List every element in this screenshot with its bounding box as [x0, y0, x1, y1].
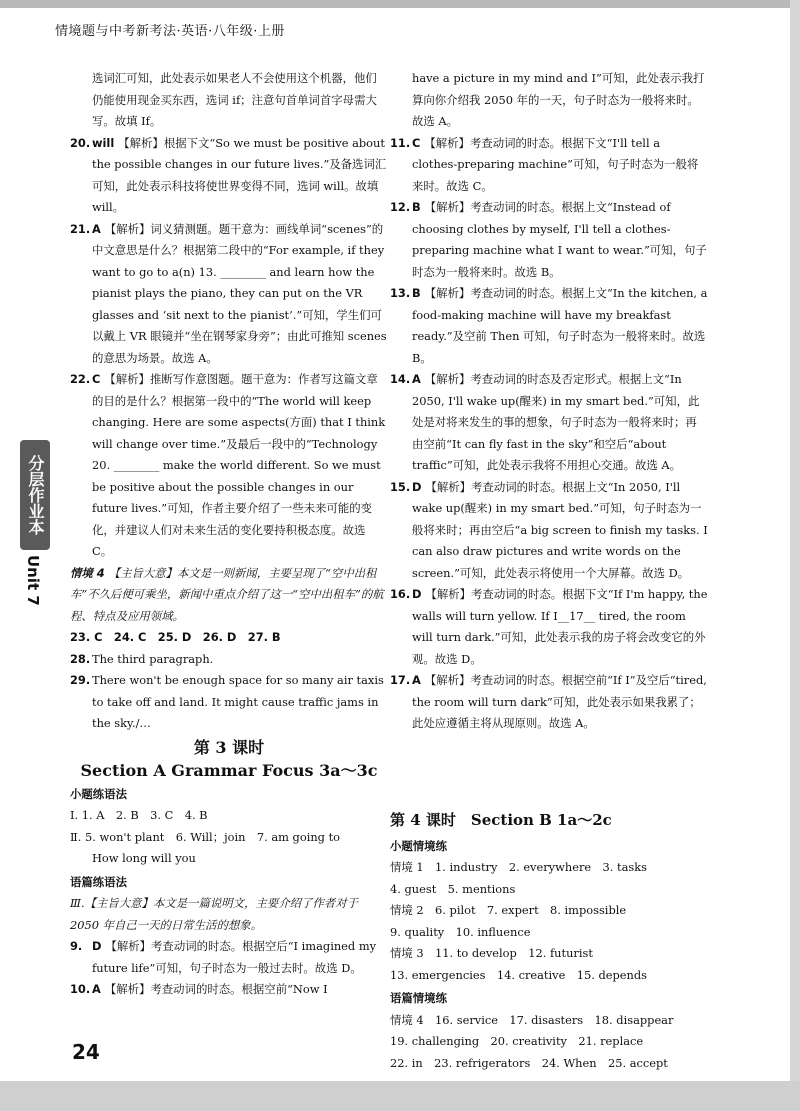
- question-14: 14. A 【解析】考查动词的时态及否定形式。根据上文“In 2050, I'll wake up(醒来) in my smart bed.”可知，此处是对将来发生的事的想象，句子时态为一般将来时；再由空前“It can fly fast in the sky”和空后“about traffic”可知，此处表示我将不用担心交通。故选 A。: [390, 372, 700, 472]
- subheading-passage-grammar: 语篇练语法: [70, 874, 127, 889]
- continued-text: 选词汇可知，此处表示如果老人不会使用这个机器，他们仍能使用现金买东西，选词 if；注意句首单词首字母需大写。故填 If。: [92, 71, 377, 128]
- page-header: 情境题与中考新考法·英语·八年级·上册: [55, 24, 285, 39]
- grammar-answers-2: Ⅱ. 5. won't plant 6. Will；join 7. am going to: [70, 829, 341, 844]
- question-11: 11. C 【解析】考查动词的时态。根据下文“I'll tell a clothes-preparing machine”可知，句子时态为一般将来时。故选 C。: [390, 135, 699, 193]
- question-17: 17. A 【解析】考查动词的时态。根据空前“If I”及空后“tired, the room will turn dark”可知，此处表示如果我累了；此处应遵循主将从现原则。故选 A。: [390, 673, 707, 730]
- right-column-lower: [390, 810, 708, 1074]
- vocab-line: 情境 2 6. pilot 7. expert 8. impossible: [390, 903, 627, 917]
- lesson-3-title: 第 3 课时: [193, 737, 265, 757]
- question-12: 12. B 【解析】考查动词的时态。根据上文“Instead of choosing clothes by myself, I'll tell a clothes-preparing machine what I want to wear.”可知，句子时态为一般将来时。故选 B。: [390, 200, 707, 279]
- question-29: 29. There won't be enough space for so many air taxis to take off and land. It might cause traffic jams in the sky./…: [70, 673, 384, 730]
- side-unit-label: Unit 7: [24, 555, 42, 606]
- side-tab-label: 分层作业本: [20, 440, 50, 550]
- right-column-upper: [390, 68, 708, 735]
- question-20: 20. will 【解析】根据下文“So we must be positive about the possible changes in our future lives.”及备选词汇可知，此处表示科技将使世界变得不同，选词 will。故填 will。: [70, 135, 387, 214]
- question-10: 10. A 【解析】考查动词的时态。根据空前“Now I: [70, 982, 328, 996]
- grammar-answers-2b: How long will you: [92, 851, 196, 865]
- vocab-line: 13. emergencies 14. creative 15. depends: [390, 967, 647, 982]
- vocab-line: 4. guest 5. mentions: [390, 881, 516, 896]
- vocab-line: 22. in 23. refrigerators 24. When 25. accept: [390, 1055, 668, 1070]
- answers-23-27: 23. C 24. C 25. D 26. D 27. B: [70, 630, 281, 644]
- passage-summary: Ⅲ.【主旨大意】本文是一篇说明文，主要介绍了作者对于 2050 年自己一天的日常生活的想象。: [70, 896, 358, 932]
- subheading-grammar-drills: 小题练语法: [70, 786, 127, 801]
- scan-edge-bottom: [0, 1081, 800, 1111]
- question-28: 28. The third paragraph.: [70, 651, 214, 666]
- subheading-scenario-drills: 小题情境练: [390, 838, 447, 853]
- vocab-line: 情境 4 16. service 17. disasters 18. disappear: [390, 1012, 674, 1027]
- vocab-line: 情境 1 1. industry 2. everywhere 3. tasks: [390, 860, 647, 874]
- vocab-line: 19. challenging 20. creativity 21. replace: [390, 1034, 644, 1048]
- section-title: Section A Grammar Focus 3a～3c: [80, 761, 378, 780]
- vocab-line: 9. quality 10. influence: [390, 924, 531, 939]
- subheading-passage-scenario: 语篇情境练: [390, 991, 447, 1005]
- question-9: 9. D 【解析】考查动词的时态。根据空后“I imagined my future life”可知，句子时态为一般过去时。故选 D。: [70, 939, 377, 975]
- scenario-4-summary: 情境 4 【主旨大意】本文是一则新闻，主要呈现了“空中出租车”不久后便可乘坐，新闻中重点介绍了这一“空中出租车”的航程、特点及应用领域。: [70, 565, 384, 623]
- continued-text-right: have a picture in my mind and I”可知，此处表示我打算向你介绍我 2050 年的一天，句子时态为一般将来时。故选 A。: [412, 71, 705, 128]
- question-16: 16. D 【解析】考查动词的时态。根据下文“If I'm happy, the walls will turn yellow. If I__17__ tired, the room will turn dark.”可知，此处表示我的房子将会改变它的外观。故选 D。: [390, 587, 708, 666]
- scan-edge-top: [0, 0, 800, 8]
- vocab-line: 情境 3 11. to develop 12. futurist: [390, 946, 593, 960]
- lesson-4-title: 第 4 课时 Section B 1a～2c: [390, 811, 612, 829]
- question-21: 21. A 【解析】词义猜测题。题干意为：画线单词“scenes”的中文意思是什么？根据第二段中的“For example, if they want to go to a(n) 13. ________ and learn how the pianist plays the piano, they can put on the VR glasses and ‘sit next to the pianist’.”可知，学生们可以戴上 VR 眼镜并“坐在钢琴家身旁”；由此可推知 scenes 的意思为场景。故选 A。: [70, 221, 387, 365]
- left-column: [70, 68, 388, 1001]
- question-15: 15. D 【解析】考查动词的时态。根据上文“In 2050, I'll wake up(醒来) in my smart bed.”可知，句子时态为一般将来时；再由空后“a big screen to finish my tasks. I can also draw pictures and write words on the screen.”可知，此处表示将使用一个大屏幕。故选 D。: [390, 479, 708, 580]
- grammar-answers-1: Ⅰ. 1. A 2. B 3. C 4. B: [70, 808, 208, 822]
- page-number: 24: [72, 1040, 100, 1064]
- question-22: 22. C 【解析】推断写作意图题。题干意为：作者写这篇文章的目的是什么？根据第一段中的“The world will keep changing. Here are some aspects(方面) that I think will change over time.”及最后一段中的“Technology 20. ________ make the world different. So we must be positive about the possible changes in our future lives.”可知，作者主要介绍了一些未来可能的变化，并建议人们对未来生活的变化要持积极态度。故选 C。: [70, 372, 386, 558]
- scan-edge-right: [790, 0, 800, 1111]
- question-13: 13. B 【解析】考查动词的时态。根据上文“In the kitchen, a food-making machine will have my breakfast ready.”及空前 Then 可知，句子时态为一般将来时。故选 B。: [390, 286, 708, 365]
